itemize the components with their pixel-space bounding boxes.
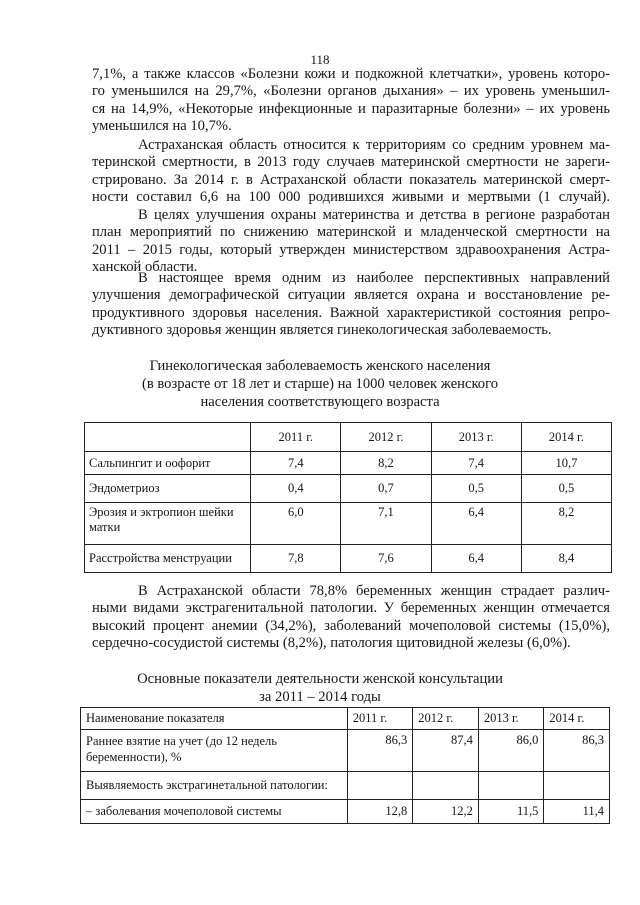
table-cell: 6,4 (431, 545, 521, 573)
table-header-cell: 2013 г. (431, 423, 521, 452)
paragraph-1 (92, 66, 610, 136)
text-line: продуктивного здоровья населения. Важной характеристикой состояния репро- (92, 304, 610, 321)
table-header-cell: 2014 г. (544, 708, 610, 730)
table-cell: 86,0 (478, 730, 544, 772)
table-row (81, 730, 610, 772)
table-header-cell: 2012 г. (413, 708, 479, 730)
table-cell (478, 772, 544, 800)
table-cell: 8,2 (521, 503, 611, 545)
table-header-cell: 2014 г. (521, 423, 611, 452)
table-cell: 12,8 (347, 800, 413, 824)
text-line: ности составил 6,6 на 100 000 родившихся живыми и мертвыми (1 случай). (92, 189, 610, 206)
table1-title-line: населения соответствующего возраста (200, 394, 440, 410)
text-line: Астраханская область относится к территориям со средним уровнем ма- (138, 137, 610, 153)
text-line: В настоящее время одним из наиболее перспективных направлений (138, 270, 610, 286)
table-cell: 11,5 (478, 800, 544, 824)
table-cell: 0,4 (251, 475, 341, 503)
text-line: ся на 14,9%, «Некоторые инфекционные и паразитарные болезни» – их уровень (92, 100, 610, 117)
table2-title-line: Основные показатели деятельности женской консультации (137, 671, 503, 687)
text-line: дуктивного здоровья женщин является гинекологическая заболеваемость. (92, 322, 552, 339)
table-header-cell: 2011 г. (347, 708, 413, 730)
table-cell: 0,7 (341, 475, 431, 503)
table-cell: 7,1 (341, 503, 431, 545)
table-cell: Сальпингит и оофорит (85, 452, 251, 475)
text-line: уменьшился на 10,7%. (92, 118, 232, 135)
text-line: 7,1%, а также классов «Болезни кожи и подкожной клетчатки», уровень которо- (92, 66, 610, 82)
text-line: сердечно-сосудистой системы (8,2%), патология щитовидной железы (6,0%). (92, 635, 571, 652)
table-cell: 0,5 (431, 475, 521, 503)
text-line: теринской смертности, в 2013 году случаев материнской смертности не зареги- (92, 154, 610, 171)
table-row (81, 772, 610, 800)
gynecological-morbidity-table (84, 422, 612, 573)
text-line: В Астраханской области 78,8% беременных женщин страдает различ- (138, 583, 610, 599)
table-cell: 12,2 (413, 800, 479, 824)
table1-title-line: Гинекологическая заболеваемость женского населения (149, 358, 491, 374)
table-cell: 86,3 (544, 730, 610, 772)
table1-title-line: (в возрасте от 18 лет и старше) на 1000 человек женского (141, 376, 499, 392)
paragraph-4 (92, 270, 610, 340)
text-line: высокий процент анемии (34,2%), заболеваний мочеполовой системы (15,0%), (92, 617, 610, 634)
table-cell: 7,6 (341, 545, 431, 573)
table-cell: Эндометриоз (85, 475, 251, 503)
table-row (85, 452, 612, 475)
table-row (85, 475, 612, 503)
table-header-cell (85, 423, 251, 452)
table-cell: 8,4 (521, 545, 611, 573)
table2-title (0, 670, 640, 706)
table-header-cell: 2013 г. (478, 708, 544, 730)
table-header-cell: 2012 г. (341, 423, 431, 452)
paragraph-5 (92, 583, 610, 653)
table-row (85, 503, 612, 545)
table-cell: 7,4 (251, 452, 341, 475)
text-line: 2011 – 2015 годы, который утвержден министерством здравоохранения Астра- (92, 241, 610, 258)
table-header-row (85, 423, 612, 452)
table-cell: Выявляемость экстрагинетальной патологии: (81, 772, 348, 800)
page-number: 118 (310, 52, 330, 67)
text-line: ными видами экстрагенитальной патологии. У беременных женщин отмечается (92, 600, 610, 617)
table-cell: Эрозия и эктропион шейки матки (85, 503, 251, 545)
table2-title-line: за 2011 – 2014 годы (259, 689, 381, 705)
paragraph-2 (92, 137, 610, 207)
table-cell: 11,4 (544, 800, 610, 824)
table-cell (413, 772, 479, 800)
table-cell: 7,8 (251, 545, 341, 573)
table-cell: 86,3 (347, 730, 413, 772)
table-cell: 10,7 (521, 452, 611, 475)
text-line: план мероприятий по снижению материнской и младенческой смертности на (92, 224, 610, 241)
table-cell: Расстройства менструации (85, 545, 251, 573)
table-header-cell: Наименование показателя (81, 708, 348, 730)
text-line: го уменьшился на 29,7%, «Болезни органов дыхания» – их уровень уменьшил- (92, 83, 610, 100)
table1-title (0, 357, 640, 411)
table-row (81, 800, 610, 824)
table-cell: – заболевания мочеполовой системы (81, 800, 348, 824)
table-cell: Раннее взятие на учет (до 12 недель беременности), % (81, 730, 348, 772)
table-cell: 8,2 (341, 452, 431, 475)
table-cell: 6,4 (431, 503, 521, 545)
text-line: стрировано. За 2014 г. в Астраханской области показатель материнской смерт- (92, 171, 610, 188)
table-header-row (81, 708, 610, 730)
table-cell (544, 772, 610, 800)
text-line: ханской области. (92, 259, 198, 276)
table-cell: 87,4 (413, 730, 479, 772)
table-header-cell: 2011 г. (251, 423, 341, 452)
paragraph-3 (92, 207, 610, 277)
table-cell: 7,4 (431, 452, 521, 475)
consultation-indicators-table (80, 707, 610, 824)
table-cell: 0,5 (521, 475, 611, 503)
table-cell: 6,0 (251, 503, 341, 545)
text-line: улучшения демографической ситуации является охрана и восстановление ре- (92, 287, 610, 304)
text-line: В целях улучшения охраны материнства и детства в регионе разработан (138, 207, 610, 223)
table-row (85, 545, 612, 573)
table-cell (347, 772, 413, 800)
